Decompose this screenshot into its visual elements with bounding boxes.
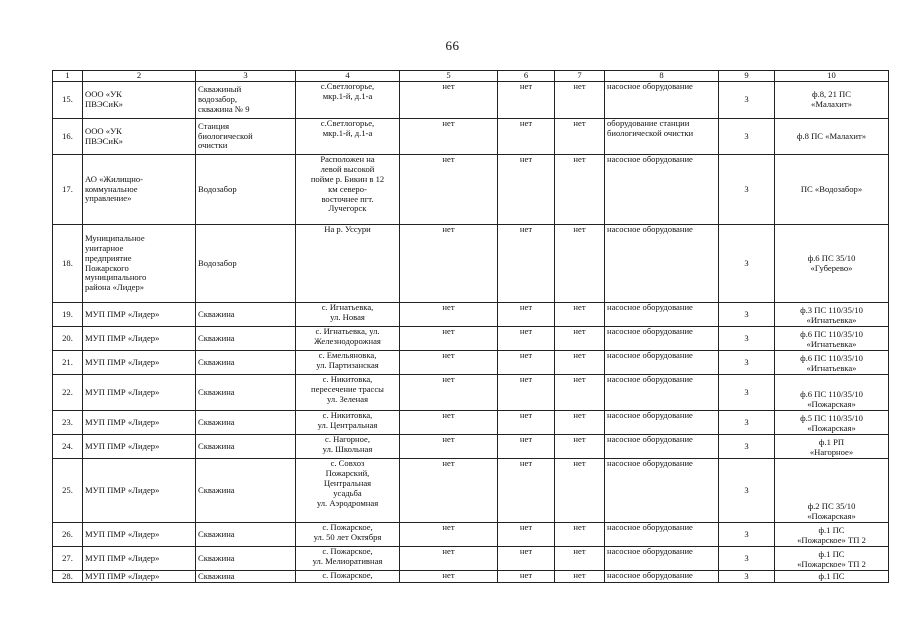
column-7-value: нет <box>555 119 605 155</box>
table-row <box>53 225 889 303</box>
row-number: 16. <box>53 119 83 155</box>
table-row <box>53 435 889 459</box>
header-cell-1: 1 <box>53 71 83 82</box>
substation-feeder: ф.8 ПС «Малахит» <box>775 119 889 155</box>
table-row <box>53 571 889 583</box>
header-cell-8: 8 <box>605 71 719 82</box>
column-6-value: нет <box>498 225 555 303</box>
header-cell-5: 5 <box>400 71 498 82</box>
location: с. Пожарское, ул. Мелиоративная <box>296 547 400 571</box>
object-type: Скважина <box>196 411 296 435</box>
column-7-value: нет <box>555 571 605 583</box>
object-type: Скважина <box>196 351 296 375</box>
category-value: 3 <box>719 351 775 375</box>
equipment: насосное оборудование <box>605 435 719 459</box>
category-value: 3 <box>719 82 775 119</box>
organization-name: АО «Жилищно- коммунальное управление» <box>83 155 196 225</box>
organization-name: МУП ПМР «Лидер» <box>83 435 196 459</box>
table-row <box>53 155 889 225</box>
column-6-value: нет <box>498 119 555 155</box>
header-cell-4: 4 <box>296 71 400 82</box>
organization-name: ООО «УК ПВЭСиК» <box>83 119 196 155</box>
category-value: 3 <box>719 375 775 411</box>
row-number: 22. <box>53 375 83 411</box>
equipment: насосное оборудование <box>605 523 719 547</box>
column-6-value: нет <box>498 435 555 459</box>
column-6-value: нет <box>498 82 555 119</box>
substation-feeder: ф.1 ПС «Пожарское» ТП 2 <box>775 523 889 547</box>
location: с. Емельяновка, ул. Партизанская <box>296 351 400 375</box>
equipment: насосное оборудование <box>605 327 719 351</box>
object-type: Скважина <box>196 327 296 351</box>
category-value: 3 <box>719 547 775 571</box>
column-7-value: нет <box>555 459 605 523</box>
equipment: насосное оборудование <box>605 547 719 571</box>
header-cell-2: 2 <box>83 71 196 82</box>
substation-feeder: ф.6 ПС 35/10 «Губерево» <box>775 225 889 303</box>
column-6-value: нет <box>498 547 555 571</box>
column-7-value: нет <box>555 547 605 571</box>
equipment: насосное оборудование <box>605 571 719 583</box>
object-type: Водозабор <box>196 155 296 225</box>
row-number: 24. <box>53 435 83 459</box>
column-7-value: нет <box>555 375 605 411</box>
table-row <box>53 375 889 411</box>
row-number: 19. <box>53 303 83 327</box>
organization-name: Муниципальное унитарное предприятие Пожарского муниципального района «Лидер» <box>83 225 196 303</box>
header-cell-9: 9 <box>719 71 775 82</box>
column-7-value: нет <box>555 303 605 327</box>
location: На р. Уссури <box>296 225 400 303</box>
row-number: 17. <box>53 155 83 225</box>
category-value: 3 <box>719 119 775 155</box>
table-row <box>53 523 889 547</box>
organization-name: МУП ПМР «Лидер» <box>83 571 196 583</box>
object-type: Станция биологической очистки <box>196 119 296 155</box>
column-5-value: нет <box>400 571 498 583</box>
row-number: 23. <box>53 411 83 435</box>
column-5-value: нет <box>400 411 498 435</box>
substation-feeder: ф.8, 21 ПС «Малахит» <box>775 82 889 119</box>
row-number: 26. <box>53 523 83 547</box>
row-number: 28. <box>53 571 83 583</box>
column-5-value: нет <box>400 119 498 155</box>
equipment: оборудование станции биологической очистки <box>605 119 719 155</box>
table-row <box>53 303 889 327</box>
equipment: насосное оборудование <box>605 459 719 523</box>
header-cell-6: 6 <box>498 71 555 82</box>
column-5-value: нет <box>400 351 498 375</box>
row-number: 21. <box>53 351 83 375</box>
substation-feeder: ф.2 ПС 35/10 «Пожарская» <box>775 459 889 523</box>
substation-feeder: ф.1 РП «Нагорное» <box>775 435 889 459</box>
substation-feeder: ф.6 ПС 110/35/10 «Игнатьевка» <box>775 327 889 351</box>
object-type: Скважиный водозабор, скважина № 9 <box>196 82 296 119</box>
equipment: насосное оборудование <box>605 411 719 435</box>
table-row <box>53 547 889 571</box>
location: с. Совхоз Пожарский, Центральная усадьба ул. Аэродромная <box>296 459 400 523</box>
facilities-table <box>52 70 889 583</box>
column-5-value: нет <box>400 82 498 119</box>
column-6-value: нет <box>498 459 555 523</box>
substation-feeder: ф.6 ПС 110/35/10 «Игнатьевка» <box>775 351 889 375</box>
object-type: Водозабор <box>196 225 296 303</box>
column-5-value: нет <box>400 303 498 327</box>
column-6-value: нет <box>498 351 555 375</box>
table-row <box>53 459 889 523</box>
column-5-value: нет <box>400 375 498 411</box>
equipment: насосное оборудование <box>605 82 719 119</box>
table-row <box>53 82 889 119</box>
object-type: Скважина <box>196 435 296 459</box>
column-6-value: нет <box>498 523 555 547</box>
substation-feeder: ф.5 ПС 110/35/10 «Пожарская» <box>775 411 889 435</box>
column-5-value: нет <box>400 327 498 351</box>
location: с. Никитовка, ул. Центральная <box>296 411 400 435</box>
category-value: 3 <box>719 459 775 523</box>
organization-name: МУП ПМР «Лидер» <box>83 327 196 351</box>
location: Расположен на левой высокой пойме р. Бикин в 12 км северо- восточнее пгт. Лучегорск <box>296 155 400 225</box>
organization-name: МУП ПМР «Лидер» <box>83 351 196 375</box>
location: с. Пожарское, <box>296 571 400 583</box>
header-row <box>53 71 889 82</box>
row-number: 25. <box>53 459 83 523</box>
header-cell-10: 10 <box>775 71 889 82</box>
row-number: 18. <box>53 225 83 303</box>
column-7-value: нет <box>555 351 605 375</box>
object-type: Скважина <box>196 459 296 523</box>
substation-feeder: ф.1 ПС <box>775 571 889 583</box>
row-number: 15. <box>53 82 83 119</box>
column-6-value: нет <box>498 155 555 225</box>
organization-name: МУП ПМР «Лидер» <box>83 303 196 327</box>
object-type: Скважина <box>196 547 296 571</box>
column-7-value: нет <box>555 523 605 547</box>
page-number: 66 <box>445 38 460 53</box>
category-value: 3 <box>719 411 775 435</box>
substation-feeder: ф.1 ПС «Пожарское» ТП 2 <box>775 547 889 571</box>
table-row <box>53 119 889 155</box>
equipment: насосное оборудование <box>605 225 719 303</box>
category-value: 3 <box>719 303 775 327</box>
object-type: Скважина <box>196 375 296 411</box>
substation-feeder: ф.3 ПС 110/35/10 «Игнатьевка» <box>775 303 889 327</box>
category-value: 3 <box>719 327 775 351</box>
column-5-value: нет <box>400 155 498 225</box>
column-7-value: нет <box>555 155 605 225</box>
organization-name: МУП ПМР «Лидер» <box>83 523 196 547</box>
row-number: 27. <box>53 547 83 571</box>
category-value: 3 <box>719 523 775 547</box>
column-6-value: нет <box>498 303 555 327</box>
column-7-value: нет <box>555 411 605 435</box>
object-type: Скважина <box>196 571 296 583</box>
location: с.Светлогорье, мкр.1-й, д.1-а <box>296 82 400 119</box>
column-7-value: нет <box>555 82 605 119</box>
category-value: 3 <box>719 225 775 303</box>
substation-feeder: ПС «Водозабор» <box>775 155 889 225</box>
location: с. Игнатьевка, ул. Новая <box>296 303 400 327</box>
column-6-value: нет <box>498 411 555 435</box>
column-5-value: нет <box>400 225 498 303</box>
organization-name: МУП ПМР «Лидер» <box>83 411 196 435</box>
equipment: насосное оборудование <box>605 351 719 375</box>
organization-name: МУП ПМР «Лидер» <box>83 459 196 523</box>
location: с. Никитовка, пересечение трассы ул. Зеленая <box>296 375 400 411</box>
column-7-value: нет <box>555 327 605 351</box>
column-7-value: нет <box>555 225 605 303</box>
header-cell-3: 3 <box>196 71 296 82</box>
organization-name: МУП ПМР «Лидер» <box>83 547 196 571</box>
category-value: 3 <box>719 155 775 225</box>
location: с. Нагорное, ул. Школьная <box>296 435 400 459</box>
table-row <box>53 351 889 375</box>
header-cell-7: 7 <box>555 71 605 82</box>
location: с. Пожарское, ул. 50 лет Октября <box>296 523 400 547</box>
table-row <box>53 327 889 351</box>
column-5-value: нет <box>400 459 498 523</box>
substation-feeder: ф.6 ПС 110/35/10 «Пожарская» <box>775 375 889 411</box>
column-6-value: нет <box>498 327 555 351</box>
location: с. Игнатьевка, ул. Железнодорожная <box>296 327 400 351</box>
equipment: насосное оборудование <box>605 303 719 327</box>
equipment: насосное оборудование <box>605 155 719 225</box>
column-5-value: нет <box>400 435 498 459</box>
column-6-value: нет <box>498 571 555 583</box>
organization-name: МУП ПМР «Лидер» <box>83 375 196 411</box>
column-5-value: нет <box>400 547 498 571</box>
category-value: 3 <box>719 435 775 459</box>
row-number: 20. <box>53 327 83 351</box>
column-7-value: нет <box>555 435 605 459</box>
object-type: Скважина <box>196 303 296 327</box>
column-5-value: нет <box>400 523 498 547</box>
column-6-value: нет <box>498 375 555 411</box>
table-row <box>53 411 889 435</box>
category-value: 3 <box>719 571 775 583</box>
equipment: насосное оборудование <box>605 375 719 411</box>
location: с.Светлогорье, мкр.1-й, д.1-а <box>296 119 400 155</box>
object-type: Скважина <box>196 523 296 547</box>
organization-name: ООО «УК ПВЭСиК» <box>83 82 196 119</box>
